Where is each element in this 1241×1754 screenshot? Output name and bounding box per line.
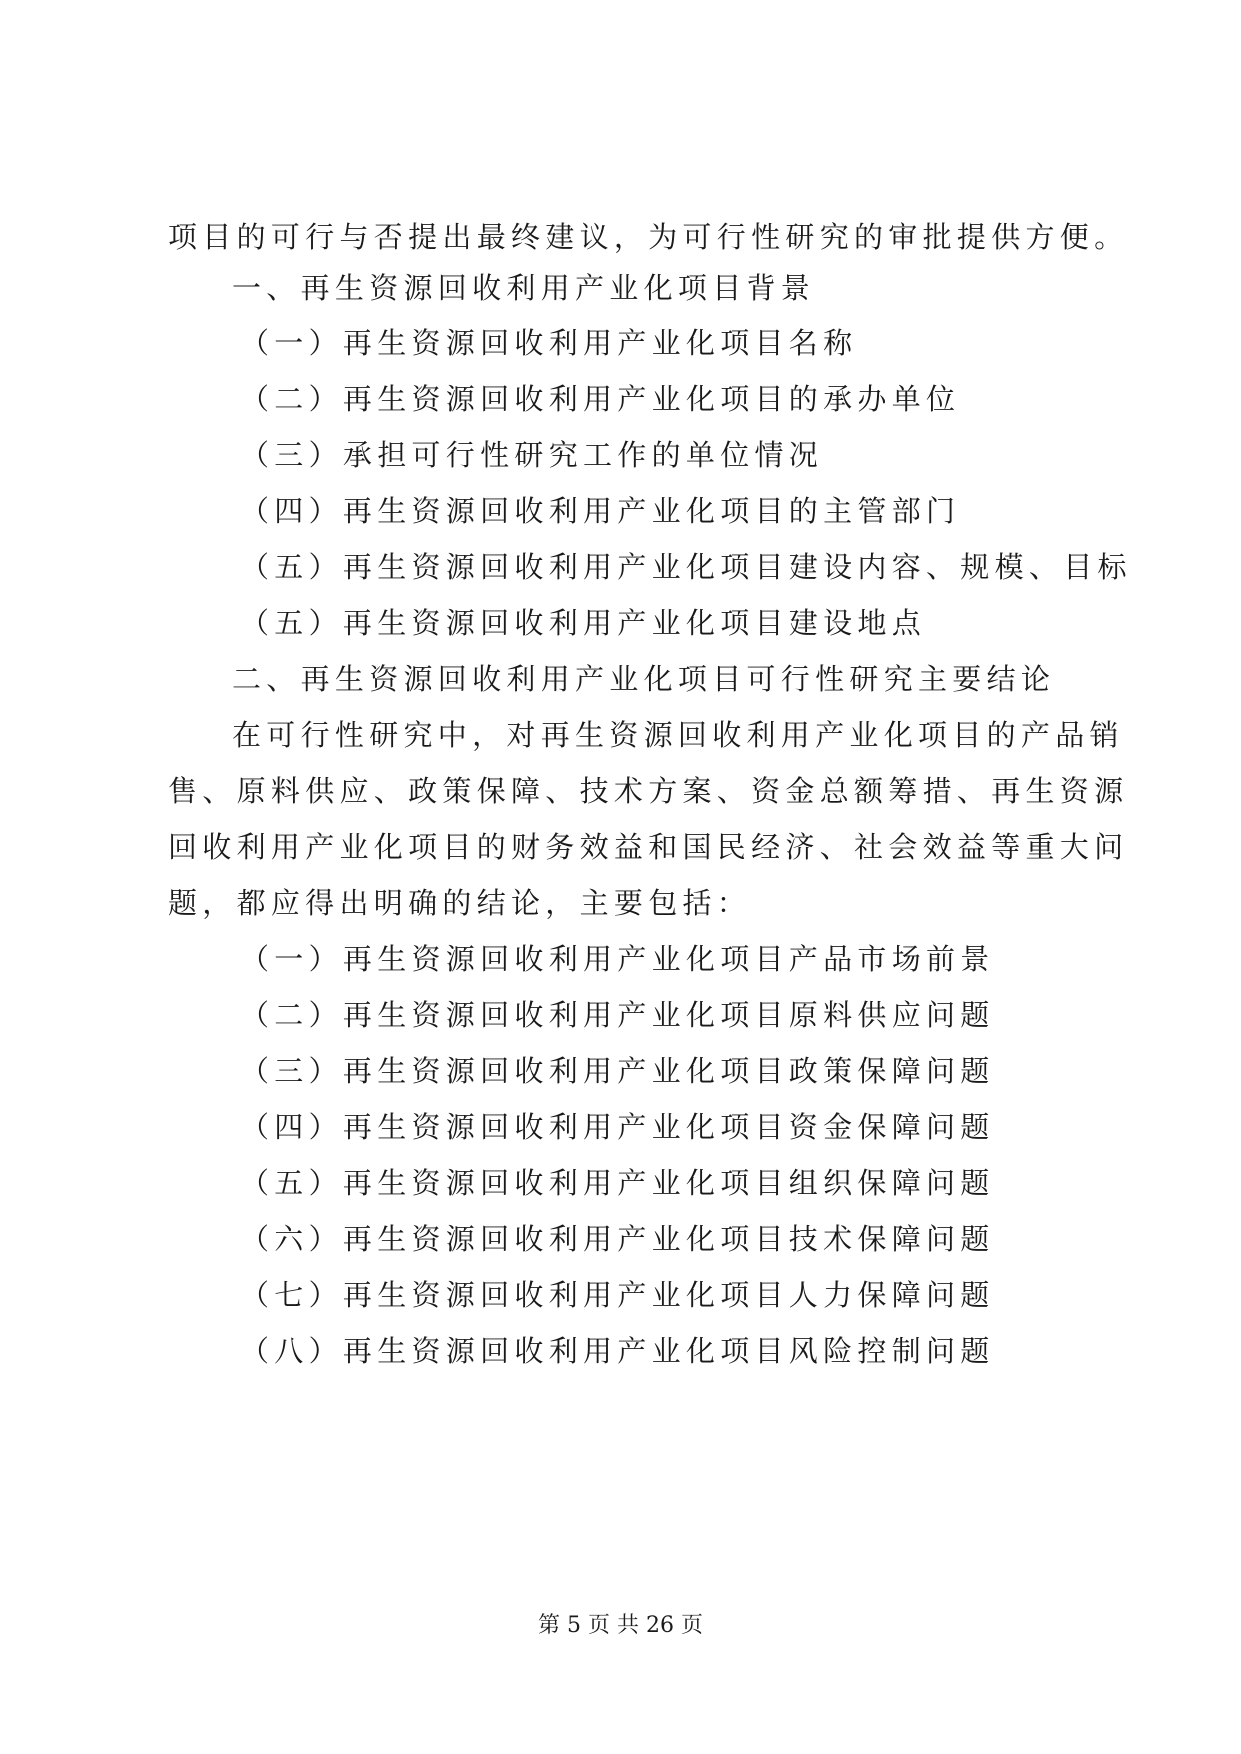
- page-footer: [0, 1611, 1241, 1641]
- list-item: （一）再生资源回收利用产业化项目名称: [240, 326, 858, 360]
- list-item: （四）再生资源回收利用产业化项目资金保障问题: [240, 1110, 995, 1144]
- list-item: （三）再生资源回收利用产业化项目政策保障问题: [240, 1054, 995, 1088]
- list-item: （六）再生资源回收利用产业化项目技术保障问题: [240, 1222, 995, 1256]
- paragraph-line: 题，都应得出明确的结论，主要包括：: [168, 886, 752, 920]
- paragraph-line: 回收利用产业化项目的财务效益和国民经济、社会效益等重大问: [168, 830, 1129, 864]
- list-item: （五）再生资源回收利用产业化项目建设地点: [240, 606, 927, 640]
- list-item: （七）再生资源回收利用产业化项目人力保障问题: [240, 1278, 995, 1312]
- paragraph-continuation: 项目的可行与否提出最终建议，为可行性研究的审批提供方便。: [168, 220, 1129, 254]
- section-heading-1: 一、再生资源回收利用产业化项目背景: [232, 271, 816, 305]
- paragraph-line: 售、原料供应、政策保障、技术方案、资金总额筹措、再生资源: [168, 774, 1129, 808]
- list-item: （八）再生资源回收利用产业化项目风险控制问题: [240, 1334, 995, 1368]
- section-heading-2: 二、再生资源回收利用产业化项目可行性研究主要结论: [232, 662, 1056, 696]
- list-item: （二）再生资源回收利用产业化项目原料供应问题: [240, 998, 995, 1032]
- list-item: （四）再生资源回收利用产业化项目的主管部门: [240, 494, 961, 528]
- page-number-label: 第 5 页 共 26 页: [538, 1613, 703, 1638]
- paragraph-line: 在可行性研究中，对再生资源回收利用产业化项目的产品销: [232, 718, 1124, 752]
- list-item: （二）再生资源回收利用产业化项目的承办单位: [240, 382, 961, 416]
- list-item: （五）再生资源回收利用产业化项目建设内容、规模、目标: [240, 550, 1132, 584]
- list-item: （一）再生资源回收利用产业化项目产品市场前景: [240, 942, 995, 976]
- list-item: （三）承担可行性研究工作的单位情况: [240, 438, 824, 472]
- list-item: （五）再生资源回收利用产业化项目组织保障问题: [240, 1166, 995, 1200]
